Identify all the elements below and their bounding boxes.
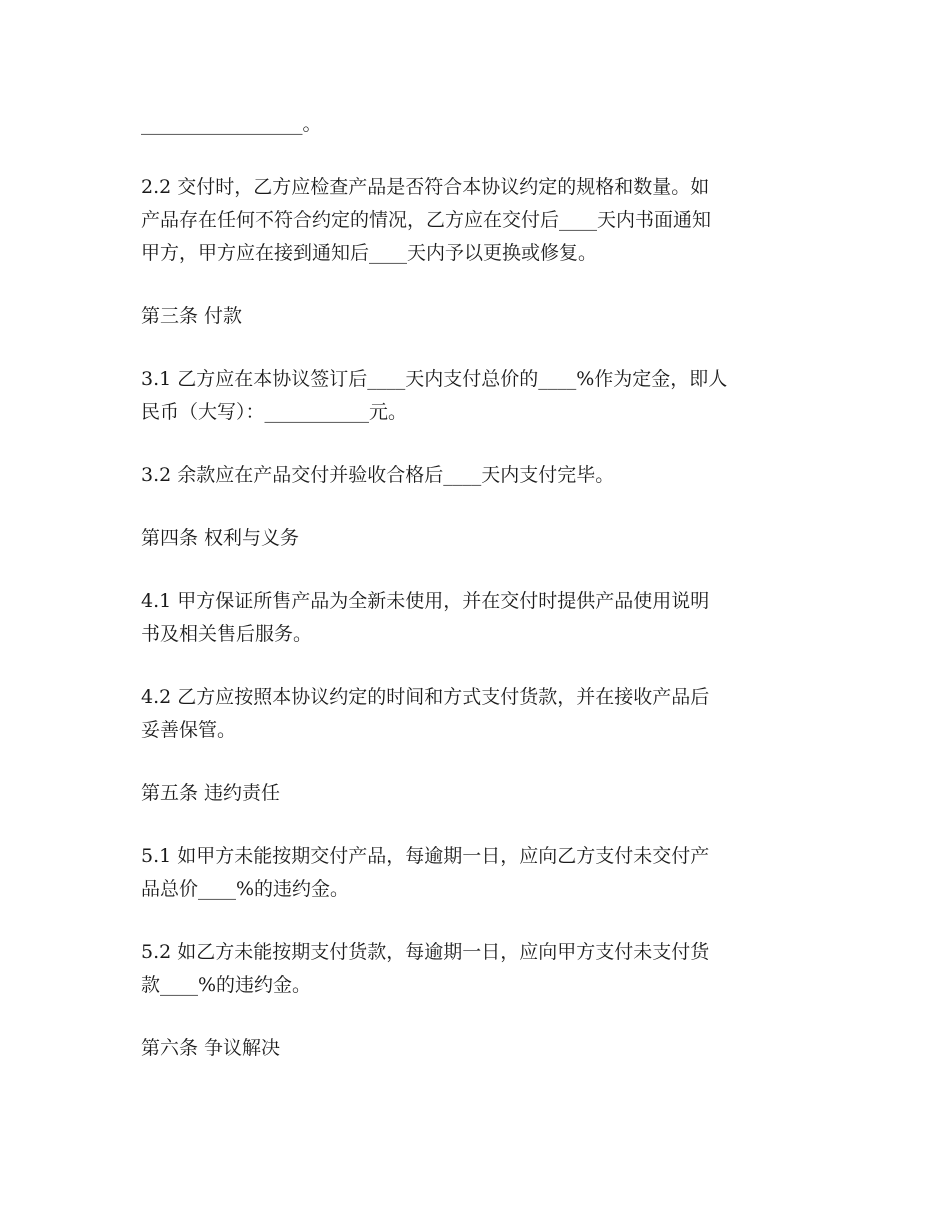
text-line: 款____%的违约金。 bbox=[141, 974, 312, 996]
clause-4-1 bbox=[141, 585, 821, 651]
text-line: 3.1 乙方应在本协议签订后____天内支付总价的____%作为定金，即人 bbox=[141, 368, 728, 390]
clause-4-2 bbox=[141, 681, 821, 747]
clause-3-2 bbox=[141, 459, 821, 492]
text-line: 产品存在任何不符合约定的情况，乙方应在交付后____天内书面通知 bbox=[141, 209, 712, 231]
text-line: 甲方，甲方应在接到通知后____天内予以更换或修复。 bbox=[141, 242, 598, 264]
text-line: 3.2 余款应在产品交付并验收合格后____天内支付完毕。 bbox=[141, 464, 615, 486]
text-line: 4.2 乙方应按照本协议约定的时间和方式支付货款，并在接收产品后 bbox=[141, 686, 710, 708]
clause-5-1 bbox=[141, 840, 821, 906]
text-line: 5.1 如甲方未能按期交付产品，每逾期一日，应向乙方支付未交付产 bbox=[141, 845, 710, 867]
text-line: _________________。 bbox=[141, 113, 322, 135]
article-5-heading bbox=[141, 777, 821, 810]
section-heading: 第四条 权利与义务 bbox=[141, 527, 300, 549]
article-4-heading bbox=[141, 522, 821, 555]
paragraph-continuation bbox=[141, 108, 821, 141]
clause-2-2 bbox=[141, 171, 821, 270]
section-heading: 第五条 违约责任 bbox=[141, 782, 281, 804]
section-heading: 第六条 争议解决 bbox=[141, 1037, 281, 1059]
clause-5-2 bbox=[141, 936, 821, 1002]
text-line: 2.2 交付时，乙方应检查产品是否符合本协议约定的规格和数量。如 bbox=[141, 176, 710, 198]
article-6-heading bbox=[141, 1032, 821, 1065]
text-line: 5.2 如乙方未能按期支付货款，每逾期一日，应向甲方支付未支付货 bbox=[141, 941, 710, 963]
text-line: 4.1 甲方保证所售产品为全新未使用，并在交付时提供产品使用说明 bbox=[141, 590, 710, 612]
text-line: 妥善保管。 bbox=[141, 719, 237, 741]
article-3-heading bbox=[141, 300, 821, 333]
text-line: 品总价____%的违约金。 bbox=[141, 878, 350, 900]
clause-3-1 bbox=[141, 363, 821, 429]
section-heading: 第三条 付款 bbox=[141, 305, 243, 327]
text-line: 民币（大写）：___________元。 bbox=[141, 401, 408, 423]
text-line: 书及相关售后服务。 bbox=[141, 623, 313, 645]
document-body bbox=[141, 108, 821, 1095]
